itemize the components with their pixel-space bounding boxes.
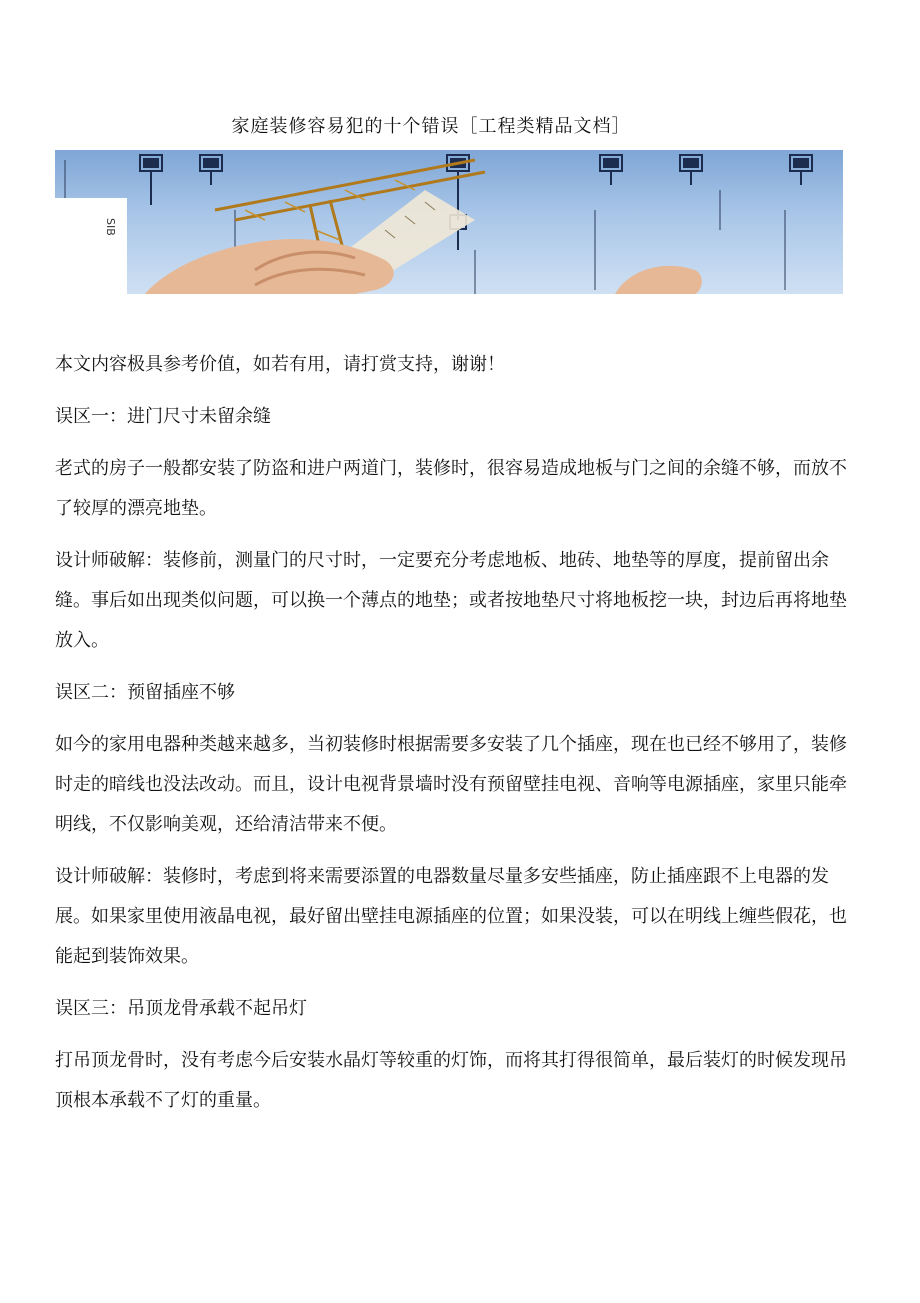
document-body (55, 345, 855, 1133)
header-banner-image (55, 150, 843, 294)
paragraph: 如今的家用电器种类越来越多，当初装修时根据需要多安装了几个插座，现在也已经不够用了，装修时走的暗线也没法改动。而且，设计电视背景墙时没有预留壁挂电视、音响等电源插座，家里只能牵明线，不仅影响美观，还给清洁带来不便。 (55, 734, 847, 835)
paragraph: 设计师破解：装修前，测量门的尺寸时，一定要充分考虑地板、地砖、地垫等的厚度，提前留出余缝。事后如出现类似问题，可以换一个薄点的地垫；或者按地垫尺寸将地板挖一块，封边后再将地垫放入。 (55, 550, 847, 651)
banner-label: SIB (104, 218, 117, 236)
paragraph: 设计师破解：装修时，考虑到将来需要添置的电器数量尽量多安些插座，防止插座跟不上电器的发展。如果家里使用液晶电视，最好留出壁挂电源插座的位置；如果没装，可以在明线上缠些假花，也能起到装饰效果。 (55, 866, 847, 967)
construction-blueprint-illustration (55, 150, 843, 294)
paragraph: 打吊顶龙骨时，没有考虑今后安装水晶灯等较重的灯饰，而将其打得很简单，最后装灯的时候发现吊顶根本承载不了灯的重量。 (55, 1050, 847, 1111)
paragraph: 老式的房子一般都安装了防盗和进户两道门，装修时，很容易造成地板与门之间的余缝不够，而放不了较厚的漂亮地垫。 (55, 458, 847, 519)
document-title: 家庭装修容易犯的十个错误［工程类精品文档］ (231, 116, 631, 137)
section-heading-3: 误区三：吊顶龙骨承载不起吊灯 (55, 998, 307, 1019)
intro-paragraph: 本文内容极具参考价值，如若有用，请打赏支持，谢谢！ (55, 354, 505, 375)
section-heading-2: 误区二：预留插座不够 (55, 682, 235, 703)
section-heading-1: 误区一：进门尺寸未留余缝 (55, 406, 271, 427)
